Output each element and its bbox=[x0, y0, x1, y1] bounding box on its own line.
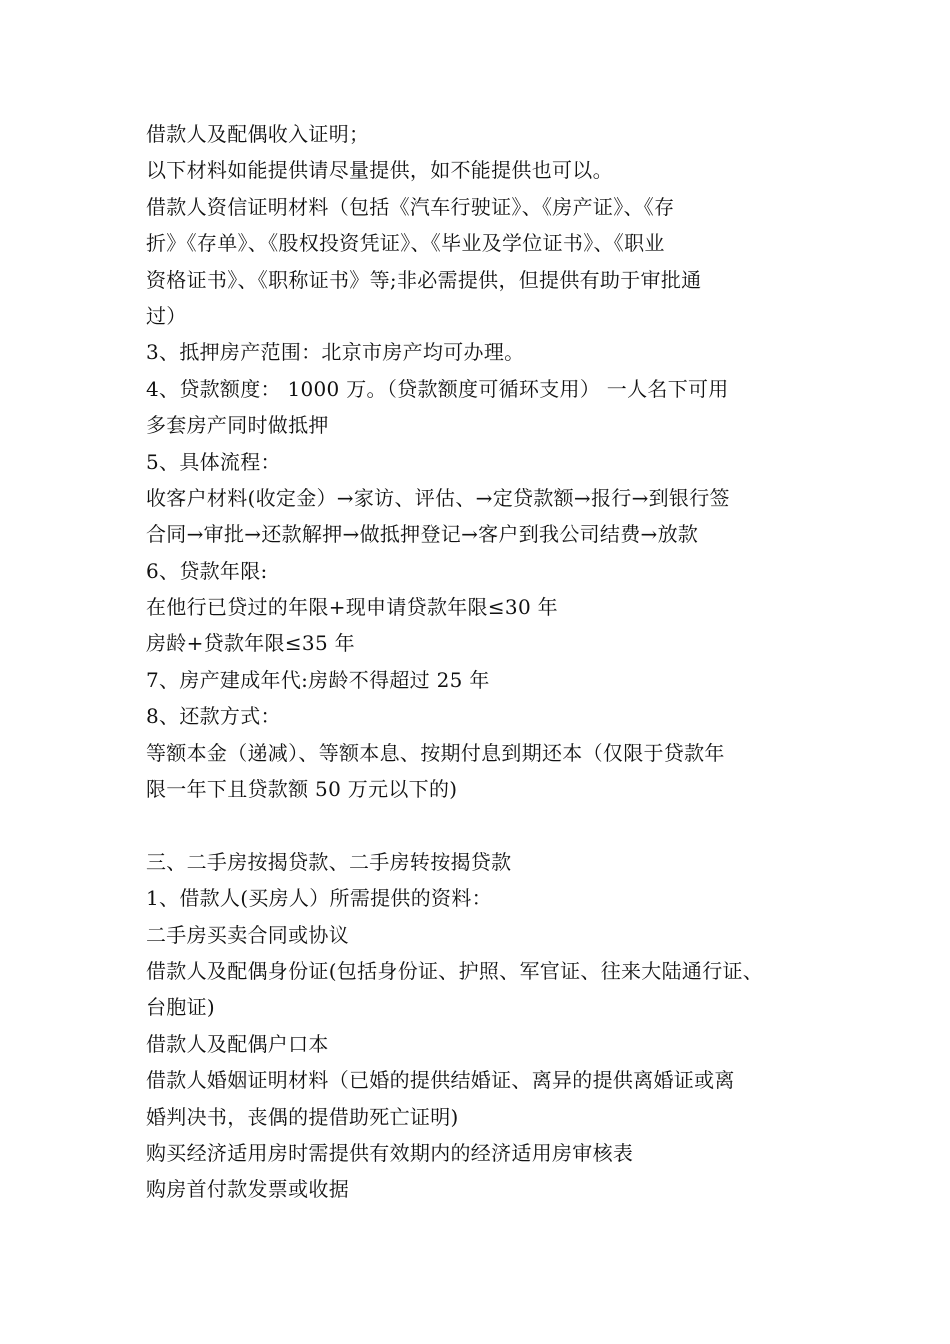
text-line: 7、房产建成年代:房龄不得超过 25 年 bbox=[146, 667, 490, 692]
text-line: 购买经济适用房时需提供有效期内的经济适用房审核表 bbox=[146, 1140, 634, 1165]
text-line: 房龄+贷款年限≤35 年 bbox=[146, 631, 355, 656]
text-line: 收客户材料(收定金）→家访、评估、→定贷款额→报行→到银行签 bbox=[146, 485, 730, 510]
text-line: 过） bbox=[146, 303, 187, 328]
text-line: 3、抵押房产范围：北京市房产均可办理。 bbox=[146, 340, 525, 365]
text-line: 以下材料如能提供请尽量提供，如不能提供也可以。 bbox=[146, 158, 613, 183]
text-line: 1、借款人(买房人）所需提供的资料： bbox=[146, 886, 492, 911]
text-line: 多套房产同时做抵押 bbox=[146, 413, 329, 438]
text-line: 借款人及配偶身份证(包括身份证、护照、军官证、往来大陆通行证、 bbox=[146, 958, 764, 983]
text-line: 合同→审批→还款解押→做抵押登记→客户到我公司结费→放款 bbox=[146, 522, 699, 547]
section-heading: 三、二手房按揭贷款、二手房转按揭贷款 bbox=[146, 849, 512, 874]
text-line: 限一年下且贷款额 50 万元以下的) bbox=[146, 777, 458, 802]
text-line: 8、还款方式： bbox=[146, 704, 281, 729]
text-line: 台胞证) bbox=[146, 995, 216, 1020]
text-line: 6、贷款年限: bbox=[146, 558, 268, 583]
text-line: 在他行已贷过的年限+现申请贷款年限≤30 年 bbox=[146, 595, 558, 620]
blank-line bbox=[146, 807, 836, 843]
document-body bbox=[146, 116, 836, 1208]
text-line: 4、贷款额度： 1000 万。（贷款额度可循环支用） 一人名下可用 bbox=[146, 376, 729, 401]
text-line: 5、具体流程： bbox=[146, 449, 281, 474]
text-line: 借款人婚姻证明材料（已婚的提供结婚证、离异的提供离婚证或离 bbox=[146, 1068, 735, 1093]
text-line: 借款人资信证明材料（包括《汽车行驶证》、《房产证》、《存 bbox=[146, 194, 675, 219]
text-line: 借款人及配偶收入证明； bbox=[146, 122, 370, 146]
text-line: 折》《存单》、《股权投资凭证》、《毕业及学位证书》、《职业 bbox=[146, 231, 665, 256]
text-line: 资格证书》、《职称证书》等;非必需提供，但提供有助于审批通 bbox=[146, 267, 702, 292]
text-line: 婚判决书，丧偶的提借助死亡证明) bbox=[146, 1104, 459, 1129]
text-line: 等额本金（递减）、等额本息、按期付息到期还本（仅限于贷款年 bbox=[146, 740, 725, 765]
text-line: 购房首付款发票或收据 bbox=[146, 1177, 349, 1202]
text-line: 借款人及配偶户口本 bbox=[146, 1031, 329, 1056]
text-line: 二手房买卖合同或协议 bbox=[146, 922, 349, 947]
